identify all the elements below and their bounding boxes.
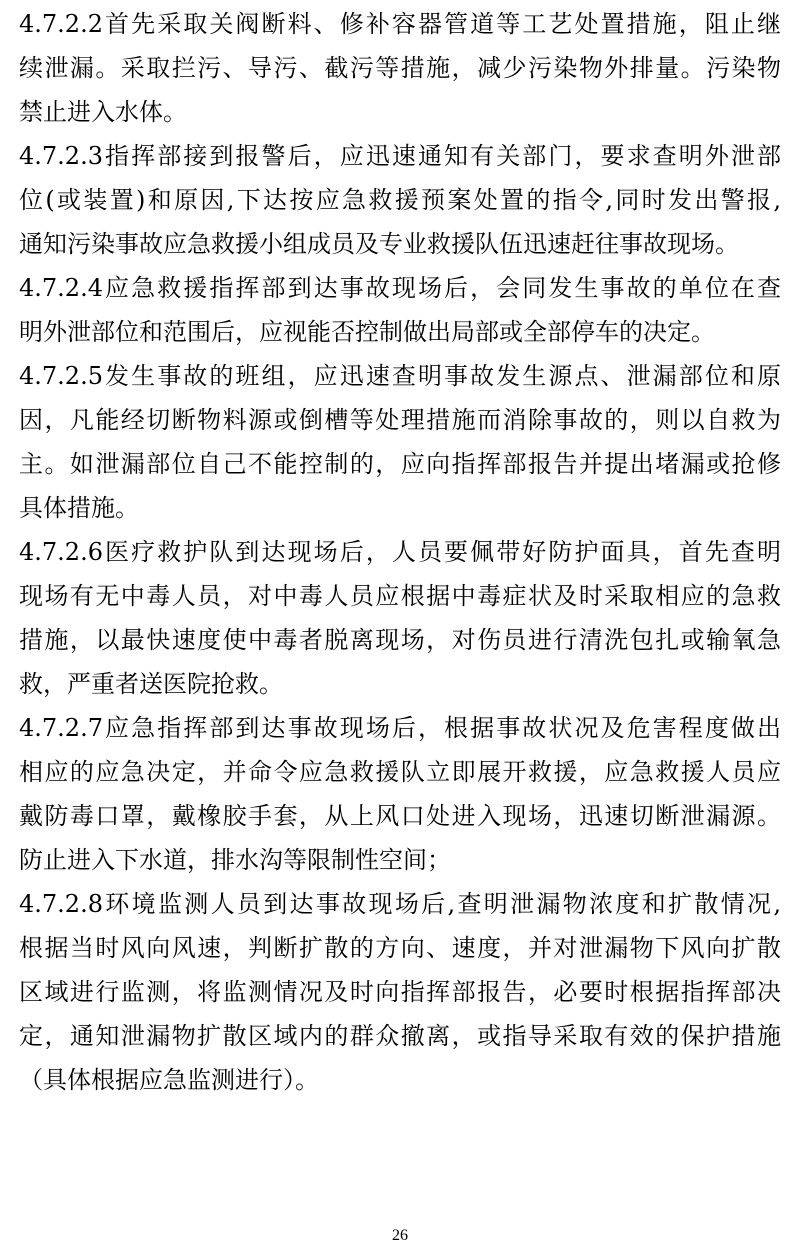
paragraph-line: 相应的应急决定，并命令应急救援队立即展开救援，应急救援人员应: [19, 758, 781, 786]
paragraph-line: 根据当时风向风速，判断扩散的方向、速度，并对泄漏物下风向扩散: [19, 934, 781, 962]
paragraph-line: 因，凡能经切断物料源或倒槽等处理措施而消除事故的，则以自救为: [19, 406, 781, 434]
paragraph: [19, 706, 781, 882]
paragraph-line: 4.7.2.8环境监测人员到达事故现场后,查明泄漏物浓度和扩散情况,: [19, 890, 781, 918]
paragraph-line: 4.7.2.2首先采取关阀断料、修补容器管道等工艺处置措施，阻止继: [19, 10, 781, 38]
paragraph-line: 现场有无中毒人员，对中毒人员应根据中毒症状及时采取相应的急救: [19, 582, 781, 610]
paragraph-line: 位(或装置)和原因,下达按应急救援预案处置的指令,同时发出警报,: [19, 186, 781, 214]
paragraph-line: 4.7.2.3指挥部接到报警后，应迅速通知有关部门，要求查明外泄部: [19, 142, 781, 170]
paragraph: [19, 266, 781, 354]
paragraph: [19, 530, 781, 706]
paragraph-line: 4.7.2.4应急救援指挥部到达事故现场后，会同发生事故的单位在查: [19, 274, 781, 302]
page-number: 26: [392, 1227, 408, 1244]
document-body: [19, 0, 781, 1102]
paragraph-line: 救，严重者送医院抢救。: [19, 670, 283, 698]
paragraph-line: 定，通知泄漏物扩散区域内的群众撤离，或指导采取有效的保护措施: [19, 1022, 781, 1050]
paragraph-line: 续泄漏。采取拦污、导污、截污等措施，减少污染物外排量。污染物: [19, 54, 781, 82]
paragraph: [19, 354, 781, 530]
paragraph-line: 明外泄部位和范围后，应视能否控制做出局部或全部停车的决定。: [19, 318, 715, 346]
paragraph-line: 措施，以最快速度使中毒者脱离现场，对伤员进行清洗包扎或输氧急: [19, 626, 781, 654]
paragraph: [19, 134, 781, 266]
paragraph-line: （具体根据应急监测进行）。: [19, 1066, 319, 1094]
paragraph: [19, 882, 781, 1102]
paragraph-line: 区域进行监测，将监测情况及时向指挥部报告，必要时根据指挥部决: [19, 978, 781, 1006]
paragraph-line: 防止进入下水道，排水沟等限制性空间；: [19, 846, 451, 874]
paragraph-line: 戴防毒口罩，戴橡胶手套，从上风口处进入现场，迅速切断泄漏源。: [19, 802, 781, 830]
paragraph-line: 主。如泄漏部位自己不能控制的，应向指挥部报告并提出堵漏或抢修: [19, 450, 781, 478]
paragraph-line: 具体措施。: [19, 494, 139, 522]
paragraph: [19, 2, 781, 134]
paragraph-line: 4.7.2.5发生事故的班组，应迅速查明事故发生源点、泄漏部位和原: [19, 362, 781, 390]
paragraph-line: 禁止进入水体。: [19, 98, 187, 126]
paragraph-line: 通知污染事故应急救援小组成员及专业救援队伍迅速赶往事故现场。: [19, 230, 739, 258]
paragraph-line: 4.7.2.6医疗救护队到达现场后，人员要佩带好防护面具，首先查明: [19, 538, 781, 566]
paragraph-line: 4.7.2.7应急指挥部到达事故现场后，根据事故状况及危害程度做出: [19, 714, 781, 742]
